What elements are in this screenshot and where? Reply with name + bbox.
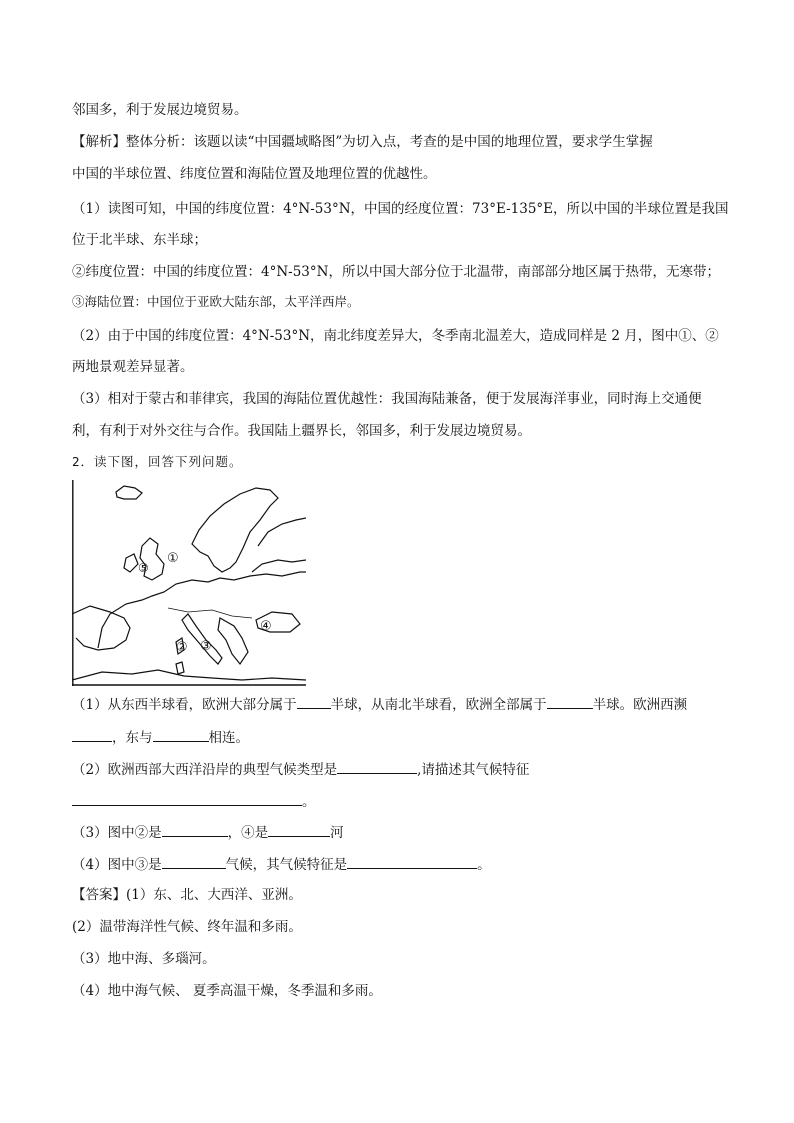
text-line: ③海陆位置：中国位于亚欧大陆东部，太平洋西岸。: [72, 294, 360, 309]
question-3: [72, 822, 344, 843]
answer-blank[interactable]: [268, 822, 330, 837]
answer-blank[interactable]: [547, 694, 593, 709]
question-text: （3）图中②是: [72, 825, 162, 841]
map-label-2: ②: [176, 640, 188, 655]
question-text: （4）图中③是: [72, 857, 162, 873]
answer-blank[interactable]: [72, 727, 112, 742]
answer-blank[interactable]: [162, 854, 226, 869]
text-line: 两地景观差异显著。: [72, 359, 194, 375]
question-2-prompt: 2．读下图，回答下列问题。: [72, 454, 243, 469]
answer-blank[interactable]: [162, 822, 228, 837]
answer-line: （4）地中海气候、 夏季高温干燥，冬季温和多雨。: [72, 983, 382, 999]
question-text: 半球，从南北半球看，欧洲全部属于: [330, 697, 547, 713]
text-line: （3）相对于蒙古和菲律宾，我国的海陆位置优越性：我国海陆兼备，便于发展海洋事业，同时海上交通便: [72, 391, 702, 407]
question-1: [72, 694, 687, 715]
question-text: 气候，其气候特征是: [225, 857, 348, 873]
text-line: 邻国多，利于发展边境贸易。: [72, 102, 248, 118]
question-text: ，④是: [227, 825, 269, 841]
question-text: 。: [302, 794, 316, 810]
map-label-5: ⑤: [138, 561, 149, 575]
europe-map-figure: [72, 480, 306, 686]
answer-blank[interactable]: [153, 727, 209, 742]
answer-blank[interactable]: [297, 694, 331, 709]
text-line: 中国的半球位置、纬度位置和海陆位置及地理位置的优越性。: [72, 166, 437, 182]
text-line: ②纬度位置：中国的纬度位置：4°N-53°N，所以中国大部分位于北温带，南部部分地区属于热带，无寒带；: [72, 264, 720, 280]
question-text: ,请描述其气候特征: [417, 762, 530, 778]
question-text: ，东与: [112, 730, 153, 746]
question-text: 河: [330, 825, 344, 841]
question-text: 。: [477, 857, 491, 873]
map-label-3: ③: [200, 639, 212, 654]
question-text: 相连。: [208, 730, 249, 746]
answer-line: （3）地中海、多瑙河。: [72, 951, 216, 967]
question-text: 半球。欧洲西濒: [592, 697, 688, 713]
map-label-1: ①: [167, 551, 179, 566]
question-2-continued: [72, 791, 316, 812]
text-line: 位于北半球、东半球；: [72, 232, 207, 248]
text-line: （2）由于中国的纬度位置：4°N-53°N，南北纬度差异大，冬季南北温差大，造成同样是 2 月，图中①、②: [72, 328, 719, 344]
map-label-4: ④: [260, 619, 272, 634]
question-text: （2）欧洲西部大西洋沿岸的典型气候类型是: [72, 762, 338, 778]
answer-blank[interactable]: [72, 791, 302, 806]
answer-blank[interactable]: [347, 854, 477, 869]
question-text: （1）从东西半球看，欧洲大部分属于: [72, 697, 297, 713]
answer-line: (2）温带海洋性气候、终年温和多雨。: [72, 919, 302, 935]
question-1-continued: [72, 727, 249, 748]
question-4: [72, 854, 491, 875]
answer-heading-line: 【答案】(1）东、北、大西洋、亚洲。: [72, 887, 302, 903]
text-line: （1）读图可知，中国的纬度位置：4°N-53°N，中国的经度位置：73°E-135°E，所以中国的半球位置是我国: [72, 201, 729, 217]
question-2: [72, 759, 529, 780]
text-line: 利，有利于对外交往与合作。我国陆上疆界长，邻国多，利于发展边境贸易。: [72, 423, 531, 439]
analysis-heading-line: 【解析】整体分析：该题以读“中国疆域略图”为切入点，考查的是中国的地理位置，要求学生掌握: [72, 134, 653, 150]
answer-blank[interactable]: [337, 759, 417, 774]
